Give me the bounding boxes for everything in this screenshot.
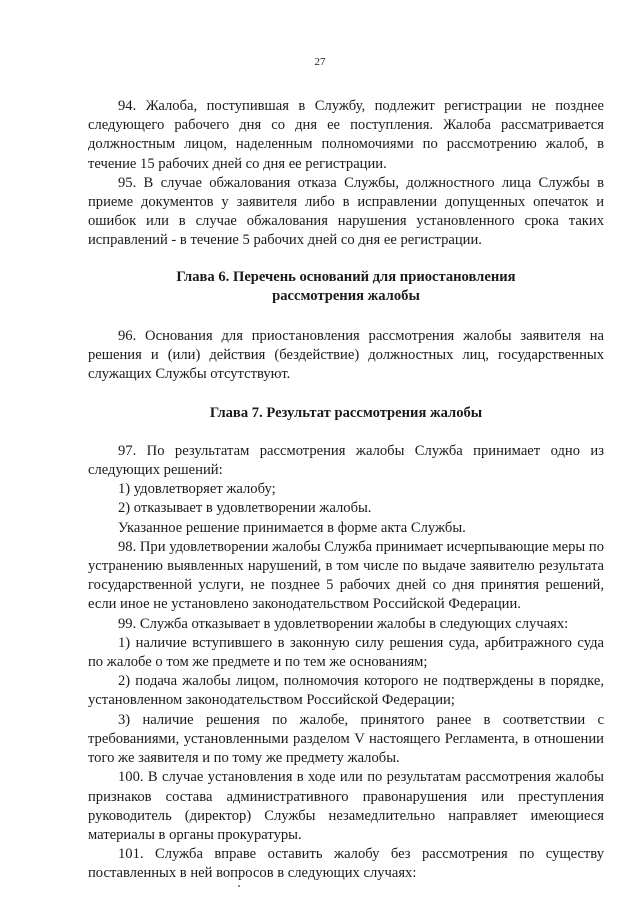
paragraph-97-note: Указанное решение принимается в форме акта Службы. <box>118 519 466 536</box>
chapter-7-heading: Глава 7. Результат рассмотрения жалобы <box>209 404 483 421</box>
paragraph-101: 101. Служба вправе оставить жалобу без рассмотрения по существу поставленных в ней вопросов в следующих случаях: <box>88 846 604 882</box>
scan-artifact <box>238 885 240 887</box>
document-body <box>88 97 604 884</box>
list-item-99-3: 3) наличие решения по жалобе, принятого ранее в соответствии с требованиями, установленными разделом V настоящего Регламента, в отношении того же заявителя и по тому же предмету жалобы. <box>88 711 604 767</box>
chapter-6-heading-line1: Глава 6. Перечень оснований для приостановления <box>176 268 516 285</box>
list-item-97-2: 2) отказывает в удовлетворении жалобы. <box>118 500 372 517</box>
list-item-97-1: 1) удовлетворяет жалобу; <box>118 481 276 498</box>
paragraph-99: 99. Служба отказывает в удовлетворении жалобы в следующих случаях: <box>118 615 569 632</box>
paragraph-95: 95. В случае обжалования отказа Службы, должностного лица Службы в приеме документов у заявителя либо в исправлении допущенных опечаток и ошибок или в случае обжалования нарушения установленного срока таких исправлений - в течение 5 рабочих дней со дня ее регистрации. <box>88 174 604 249</box>
page-number: 27 <box>314 56 326 68</box>
paragraph-96: 96. Основания для приостановления рассмотрения жалобы заявителя на решения и (или) действия (бездействие) должностных лиц, государственных служащих Службы отсутствуют. <box>88 328 604 383</box>
chapter-6-heading-line2: рассмотрения жалобы <box>272 287 420 304</box>
paragraph-94: 94. Жалоба, поступившая в Службу, подлежит регистрации не позднее следующего рабочего дня со дня ее поступления. Жалоба рассматривается должностным лицом, наделенным полномочиями по рассмотрению жалоб, в течение 15 рабочих дней со дня ее регистрации. <box>88 98 604 172</box>
paragraph-100: 100. В случае установления в ходе или по результатам рассмотрения жалобы признаков состава административного правонарушения или преступления руководитель (директор) Службы незамедлительно направляет имеющиеся материалы в органы прокуратуры. <box>88 769 604 843</box>
list-item-99-2: 2) подача жалобы лицом, полномочия которого не подтверждены в порядке, установленном законодательством Российской Федерации; <box>88 673 604 709</box>
list-item-99-1: 1) наличие вступившего в законную силу решения суда, арбитражного суда по жалобе о том же предмете и по тем же основаниям; <box>88 634 604 671</box>
chapter-6-heading <box>88 268 604 306</box>
paragraph-97: 97. По результатам рассмотрения жалобы Служба принимает одно из следующих решений: <box>88 442 604 479</box>
paragraph-98: 98. При удовлетворении жалобы Служба принимает исчерпывающие меры по устранению выявленных нарушений, в том числе по выдаче заявителю результата государственной услуги, не позднее 5 рабочих дней со дня принятия решений, если иное не установлено законодательством Российской Федерации. <box>88 538 604 613</box>
